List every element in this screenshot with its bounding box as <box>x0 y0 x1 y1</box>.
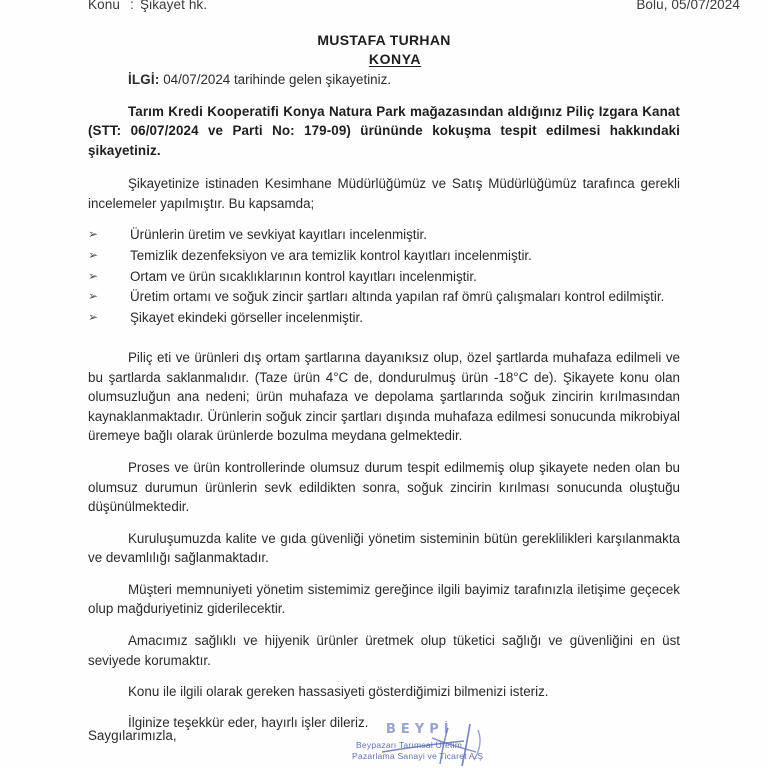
list-item <box>88 225 680 245</box>
reference-text: 04/07/2024 tarihinde gelen şikayetiniz. <box>159 72 392 87</box>
subject-paragraph: Tarım Kredi Kooperatifi Konya Natura Park mağazasından aldığınız Piliç Izgara Kanat (STT: 06/07/2024 ve Parti No: 179-09) ürününde kokuşma tespit edilmesi hakkındaki şikayetiniz. <box>88 103 680 158</box>
list-item-text: Şikayet ekindeki görseller incelenmiştir. <box>130 309 363 325</box>
arrow-bullet-icon: ➢ <box>88 268 99 283</box>
place-date: Bolu, 05/07/2024 <box>636 0 740 12</box>
reference-line <box>88 70 680 90</box>
stamp-line-2: Pazarlama Sanayi ve Ticaret A.Ş <box>352 751 484 761</box>
list-item <box>88 308 680 328</box>
paragraph-1: Şikayetinize istinaden Kesimhane Müdürlüğümüz ve Satış Müdürlüğümüz tarafınca gerekli incelemeler yapılmıştır. Bu kapsamda; <box>88 176 680 211</box>
arrow-bullet-icon: ➢ <box>88 309 99 324</box>
stamp-brand: BEYPİ <box>386 722 454 737</box>
subject-line <box>88 0 207 12</box>
spacer <box>88 341 680 348</box>
subject-value: Şikayet hk. <box>140 0 208 12</box>
arrow-bullet-icon: ➢ <box>88 227 99 242</box>
paragraph-5: Müşteri memnuniyeti yönetim sistemimiz gereğince ilgili bayimiz tarafınızla iletişime geçecek olup mağduriyetiniz giderilecektir. <box>88 581 680 617</box>
list-item-text: Ortam ve ürün sıcaklıklarının kontrol kayıtları incelenmiştir. <box>130 268 477 284</box>
paragraph-6: Amacımız sağlıklı ve hijyenik ürünler üretmek olup tüketici sağlığı ve güvenliğini en üst seviyede korumaktır. <box>88 632 680 668</box>
paragraph-8: İlginize teşekkür eder, hayırlı işler dileriz. <box>128 714 369 730</box>
list-item-text: Ürünlerin üretim ve sevkiyat kayıtları incelenmiştir. <box>130 227 427 243</box>
recipient-block <box>0 31 768 69</box>
paragraph-2: Piliç eti ve ürünleri dış ortam şartlarına dayanıksız olup, özel şartlarda muhafaza edilmeli ve bu şartlarda saklanmalıdır. (Taze ürün 4°C de, dondurulmuş ürün -18°C de). Şikayete konu olan olumsuzluğun ana nedeni; ürün muhafaza ve depolama şartlarında soğuk zincirin kırılmasından kaynaklanmaktadır. Ürünlerin soğuk zincir şartları dışında muhafaza edilmesi sonucunda mikrobiyal üremeye bağlı olarak ürünlerde bozulma meydana gelmektedir. <box>88 350 680 444</box>
paragraph-7: Konu ile ilgili olarak gereken hassasiyeti gösterdiğimizi bilmenizi isteriz. <box>128 684 549 700</box>
recipient-name: MUSTAFA TURHAN <box>317 32 451 48</box>
paragraph-3: Proses ve ürün kontrollerinde olumsuz durum tespit edilmemiş olup şikayete neden olan bu olumsuz durumun ürünlerin sevk edildikten sonra, soğuk zincirin kırılması sonucunda oluştuğu düşünülmektedir. <box>88 460 680 515</box>
list-item <box>88 267 680 287</box>
list-item <box>88 246 680 266</box>
subject-separator: : <box>130 0 134 12</box>
document-body <box>88 70 680 743</box>
findings-list <box>88 225 680 327</box>
arrow-bullet-icon: ➢ <box>88 289 99 304</box>
arrow-bullet-icon: ➢ <box>88 247 99 262</box>
list-item-text: Üretim ortamı ve soğuk zincir şartları altında yapılan raf ömrü çalışmaları kontrol edilmiştir. <box>130 289 665 305</box>
closing-salutation: Saygılarımızla, <box>88 728 177 743</box>
subject-label: Konu <box>88 0 120 12</box>
paragraph-4: Kuruluşumuzda kalite ve gıda güvenliği yönetim sisteminin bütün gereklilikleri karşılanmakta ve devamlılığı sağlanmaktadır. <box>88 530 680 566</box>
list-item-text: Temizlik dezenfeksiyon ve ara temizlik kontrol kayıtları incelenmiştir. <box>130 247 532 263</box>
reference-label: İLGİ: <box>128 72 160 87</box>
recipient-city: KONYA <box>368 50 422 67</box>
list-item <box>88 287 680 307</box>
document-header <box>0 0 768 19</box>
stamp-line-1: Beypazarı Tarımsal Üretim <box>356 740 463 750</box>
